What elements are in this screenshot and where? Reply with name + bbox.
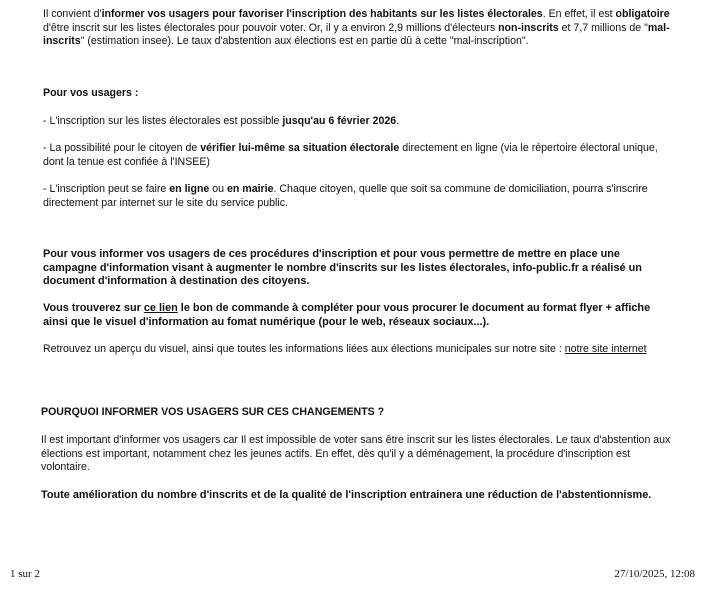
page-number: 1 sur 2 [10,568,40,580]
list-item-verify [43,142,673,169]
item3-text-3: . Chaque citoyen, quelle que soit sa commune de domiciliation, pourra s'inscrire directement par internet sur le site du service public. [43,183,648,209]
intro-text-1: Il convient d' [43,8,102,20]
why-heading: POURQUOI INFORMER VOS USAGERS SUR CES CHANGEMENTS ? [41,406,385,418]
intro-text-3: d'être inscrit sur les listes électorales pour pouvoir voter. Or, il y a environ 2,9 millions d'électeurs [43,21,499,34]
list-item-registration-mode [43,183,673,210]
preview-paragraph [43,343,673,357]
intro-bold-3: non-inscrits [498,21,559,34]
order-paragraph [43,302,673,329]
preview-text: Retrouvez un aperçu du visuel, ainsi que toutes les informations liées aux élections municipales sur notre site : [43,343,565,355]
item3-bold-1: en ligne [169,183,210,195]
item1-bold-1: jusqu'au 6 février 2026 [282,115,397,127]
intro-text-2: . En effet, il est [542,8,616,20]
item3-text-1: - L'inscription peut se faire [43,183,170,195]
item1-text-2: . [396,115,400,127]
item3-text-2: ou [209,183,227,195]
item2-bold-1: vérifier lui-même sa situation électorale [200,142,400,154]
why-paragraph: Il est important d'informer vos usagers car Il est impossible de voter sans être inscrit sur les listes électorales. Le taux d'abstention aux élections est important, notamment chez les jeunes actifs. En effet, dès qu'il y a déménagement, la procédure d'inscription est volontaire. [41,434,671,473]
item2-text-1: - La possibilité pour le citoyen de [43,142,201,154]
order-text-1: Vous trouverez sur [43,302,144,314]
intro-bold-1: informer vos usagers pour favoriser l'inscription des habitants sur les listes électorales [101,8,543,20]
site-link[interactable]: notre site internet [564,343,647,355]
intro-text-4: et 7,7 millions de " [558,21,648,34]
users-heading-text: Pour vos usagers : [43,87,139,99]
print-datetime: 27/10/2025, 12:08 [614,568,695,580]
intro-bold-2: obligatoire [615,8,670,20]
inform-paragraph: Pour vous informer vos usagers de ces procédures d'inscription et pour vous permettre de mettre en place une campagne d'information visant à augmenter le nombre d'inscrits sur les listes électorales, info-public.fr a réalisé un document d'information à destination des citoyens. [43,248,642,287]
order-link[interactable]: ce lien [143,302,178,314]
item1-text-1: - L'inscription sur les listes électorales est possible [43,115,283,127]
intro-paragraph [43,8,673,49]
item3-bold-2: en mairie [226,183,274,195]
intro-bold-4: mal-inscrits [43,21,670,47]
intro-text-5: " (estimation insee). Le taux d'abstention aux élections est en partie dû à cette "mal-inscription". [80,35,529,47]
list-item-deadline [43,115,673,129]
why-conclusion: Toute amélioration du nombre d'inscrits et de la qualité de l'inscription entrainera une réduction de l'abstentionnisme. [41,489,652,501]
item2-text-2: directement en ligne (via le répertoire électoral unique, dont la tenue est confiée à l'INSEE) [43,142,658,168]
users-heading [43,87,138,101]
order-text-2: le bon de commande à compléter pour vous procurer le document au format flyer + affiche ainsi que le visuel d'information au fomat numérique (pour le web, réseaux sociaux...). [43,302,651,328]
